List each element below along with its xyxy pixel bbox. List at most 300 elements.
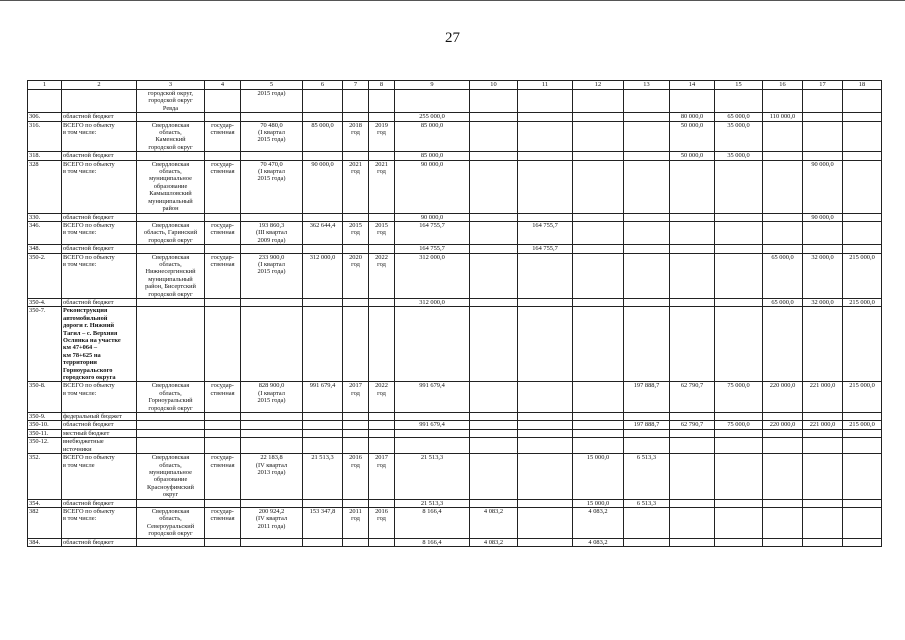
table-cell: 70 480,0 (I квартал 2015 года): [241, 121, 303, 152]
table-cell: [518, 152, 573, 160]
table-cell: 90 000,0: [395, 160, 470, 213]
table-cell: [470, 245, 518, 253]
column-number-cell: 2: [62, 81, 137, 90]
table-cell: 200 924,2 (IV квартал 2011 года): [241, 507, 303, 538]
table-row: [28, 253, 882, 298]
table-cell: 8 166,4: [395, 507, 470, 538]
table-cell: 85 000,0: [395, 152, 470, 160]
table-cell: [303, 298, 343, 306]
table-cell: [369, 421, 395, 429]
table-cell: 90 000,0: [395, 213, 470, 221]
table-cell: 316.: [28, 121, 62, 152]
table-cell: [624, 90, 670, 113]
table-cell: [803, 113, 843, 121]
table-cell: 350-2.: [28, 253, 62, 298]
table-cell: [843, 245, 882, 253]
table-cell: [573, 121, 624, 152]
table-cell: [241, 499, 303, 507]
table-row: [28, 413, 882, 421]
table-cell: [715, 438, 763, 454]
table-row: [28, 438, 882, 454]
table-cell: 350-4.: [28, 298, 62, 306]
table-cell: [763, 245, 803, 253]
table-cell: [343, 438, 369, 454]
table-cell: [670, 307, 715, 382]
table-cell: 2019 год: [369, 121, 395, 152]
table-cell: [395, 429, 470, 437]
table-cell: [624, 245, 670, 253]
table-cell: [369, 113, 395, 121]
table-cell: ВСЕГО по объекту в том числе:: [62, 253, 137, 298]
table-cell: [624, 160, 670, 213]
table-cell: государ- ственная: [205, 253, 241, 298]
table-cell: [624, 121, 670, 152]
table-cell: [518, 298, 573, 306]
column-number-cell: 13: [624, 81, 670, 90]
table-cell: [470, 90, 518, 113]
table-cell: [624, 538, 670, 546]
table-cell: [843, 160, 882, 213]
table-cell: 220 000,0: [763, 421, 803, 429]
table-cell: [843, 538, 882, 546]
table-cell: 2017 год: [343, 382, 369, 413]
table-cell: [843, 90, 882, 113]
table-cell: [205, 499, 241, 507]
table-cell: [241, 307, 303, 382]
column-number-cell: 6: [303, 81, 343, 90]
table-cell: [670, 413, 715, 421]
table-cell: городской округ, городской округ Ревда: [137, 90, 205, 113]
column-number-cell: 9: [395, 81, 470, 90]
table-cell: 215 000,0: [843, 253, 882, 298]
table-cell: [303, 213, 343, 221]
table-cell: 2015 года): [241, 90, 303, 113]
column-number-cell: 16: [763, 81, 803, 90]
table-cell: [715, 538, 763, 546]
table-cell: ВСЕГО по объекту в том числе:: [62, 121, 137, 152]
table-cell: [763, 90, 803, 113]
table-cell: [369, 90, 395, 113]
table-cell: 348.: [28, 245, 62, 253]
table-cell: [518, 113, 573, 121]
table-cell: [205, 438, 241, 454]
table-cell: 2016 год: [343, 454, 369, 499]
table-cell: [395, 90, 470, 113]
table-cell: [715, 429, 763, 437]
table-cell: [715, 90, 763, 113]
table-cell: 2017 год: [369, 454, 395, 499]
table-cell: [624, 413, 670, 421]
table-cell: [470, 454, 518, 499]
table-cell: Свердловская область, Гаринский городской округ: [137, 221, 205, 244]
table-cell: [241, 421, 303, 429]
table-cell: 80 000,0: [670, 113, 715, 121]
table-cell: [763, 213, 803, 221]
table-cell: 110 000,0: [763, 113, 803, 121]
table-cell: 164 755,7: [395, 221, 470, 244]
table-row: [28, 429, 882, 437]
table-cell: федеральный бюджет: [62, 413, 137, 421]
table-cell: [573, 221, 624, 244]
table-cell: [303, 90, 343, 113]
table-cell: [803, 90, 843, 113]
table-cell: ВСЕГО по объекту в том числе:: [62, 221, 137, 244]
column-number-cell: 1: [28, 81, 62, 90]
table-cell: 90 000,0: [803, 160, 843, 213]
table-cell: 2015 год: [369, 221, 395, 244]
table-cell: 220 000,0: [763, 382, 803, 413]
table-row: [28, 113, 882, 121]
table-cell: [518, 413, 573, 421]
table-cell: [670, 507, 715, 538]
table-cell: [624, 429, 670, 437]
table-cell: [518, 438, 573, 454]
table-row: [28, 160, 882, 213]
table-cell: 85 000,0: [303, 121, 343, 152]
column-number-row: [28, 81, 882, 90]
table-cell: 2022 год: [369, 382, 395, 413]
table-cell: 2016 год: [369, 507, 395, 538]
table-cell: 22 183,8 (IV квартал 2013 года): [241, 454, 303, 499]
table-row: [28, 507, 882, 538]
table-cell: [715, 253, 763, 298]
table-cell: [241, 429, 303, 437]
table-cell: [343, 307, 369, 382]
table-cell: [369, 245, 395, 253]
table-cell: [624, 152, 670, 160]
table-cell: 350-10.: [28, 421, 62, 429]
table-cell: [303, 152, 343, 160]
table-cell: 21 513,3: [395, 499, 470, 507]
table-cell: 62 790,7: [670, 421, 715, 429]
table-cell: [624, 438, 670, 454]
column-number-cell: 15: [715, 81, 763, 90]
table-cell: [518, 307, 573, 382]
table-cell: [369, 213, 395, 221]
table-cell: 50 000,0: [670, 152, 715, 160]
table-cell: 991 679,4: [303, 382, 343, 413]
table-row: [28, 307, 882, 382]
table-cell: [843, 121, 882, 152]
table-cell: [573, 253, 624, 298]
table-cell: [470, 421, 518, 429]
table-cell: областной бюджет: [62, 421, 137, 429]
table-cell: [518, 382, 573, 413]
table-cell: [763, 152, 803, 160]
table-cell: [803, 121, 843, 152]
table-cell: [715, 213, 763, 221]
table-cell: областной бюджет: [62, 538, 137, 546]
table-cell: 991 679,4: [395, 382, 470, 413]
table-cell: [573, 160, 624, 213]
table-cell: [343, 90, 369, 113]
column-number-cell: 11: [518, 81, 573, 90]
table-cell: [715, 221, 763, 244]
table-cell: [518, 538, 573, 546]
table-cell: [803, 245, 843, 253]
table-cell: государ- ственная: [205, 382, 241, 413]
table-cell: областной бюджет: [62, 213, 137, 221]
table-cell: [205, 152, 241, 160]
table-cell: 4 083,2: [470, 538, 518, 546]
table-cell: [303, 421, 343, 429]
table-cell: Свердловская область, муниципальное образование Красноуфимский округ: [137, 454, 205, 499]
table-cell: [241, 413, 303, 421]
table-cell: [715, 413, 763, 421]
table-cell: [137, 499, 205, 507]
table-cell: 4 083,2: [573, 507, 624, 538]
table-cell: [241, 538, 303, 546]
table-cell: [205, 90, 241, 113]
table-cell: 215 000,0: [843, 421, 882, 429]
table-cell: 164 755,7: [518, 221, 573, 244]
table-cell: [369, 298, 395, 306]
table-cell: 2021 год: [369, 160, 395, 213]
table-cell: [369, 152, 395, 160]
table-cell: [205, 307, 241, 382]
table-cell: [369, 307, 395, 382]
table-cell: [670, 499, 715, 507]
table-cell: 197 888,7: [624, 421, 670, 429]
table-cell: [470, 213, 518, 221]
table-cell: [303, 113, 343, 121]
table-cell: [573, 421, 624, 429]
table-cell: 362 644,4: [303, 221, 343, 244]
table-cell: [343, 499, 369, 507]
table-cell: [470, 382, 518, 413]
table-cell: 8 166,4: [395, 538, 470, 546]
table-cell: [670, 213, 715, 221]
table-cell: [470, 307, 518, 382]
table-cell: 164 755,7: [518, 245, 573, 253]
table-cell: [715, 160, 763, 213]
column-number-cell: 10: [470, 81, 518, 90]
table-cell: 21 513,3: [395, 454, 470, 499]
table-cell: 221 000,0: [803, 382, 843, 413]
table-cell: 32 000,0: [803, 253, 843, 298]
table-cell: 318.: [28, 152, 62, 160]
table-cell: [573, 113, 624, 121]
column-number-cell: 12: [573, 81, 624, 90]
table-row: [28, 382, 882, 413]
table-cell: ВСЕГО по объекту в том числе:: [62, 507, 137, 538]
table-cell: [518, 429, 573, 437]
table-cell: [470, 113, 518, 121]
table-cell: [573, 307, 624, 382]
table-cell: государ- ственная: [205, 507, 241, 538]
table-cell: [624, 307, 670, 382]
table-cell: [137, 152, 205, 160]
table-cell: [763, 221, 803, 244]
table-cell: [573, 382, 624, 413]
table-cell: 65 000,0: [715, 113, 763, 121]
table-cell: 90 000,0: [803, 213, 843, 221]
table-cell: [518, 90, 573, 113]
table-cell: [395, 413, 470, 421]
table-cell: [803, 152, 843, 160]
table-cell: [518, 160, 573, 213]
table-cell: 75 000,0: [715, 421, 763, 429]
table-cell: [843, 307, 882, 382]
table-cell: [137, 307, 205, 382]
table-cell: областной бюджет: [62, 499, 137, 507]
table-cell: [343, 113, 369, 121]
table-cell: [803, 413, 843, 421]
table-cell: 35 000,0: [715, 152, 763, 160]
top-edge-rule: [0, 0, 905, 1]
table-cell: [518, 421, 573, 429]
table-cell: 193 860,3 (III квартал 2009 года): [241, 221, 303, 244]
table-cell: [205, 245, 241, 253]
table-cell: областной бюджет: [62, 152, 137, 160]
table-cell: [803, 507, 843, 538]
table-cell: 35 000,0: [715, 121, 763, 152]
table-cell: [205, 429, 241, 437]
table-cell: [518, 253, 573, 298]
table-cell: 350-7.: [28, 307, 62, 382]
table-cell: государ- ственная: [205, 121, 241, 152]
table-cell: [205, 413, 241, 421]
table-cell: [137, 298, 205, 306]
table-cell: [303, 245, 343, 253]
table-cell: [803, 307, 843, 382]
table-cell: [470, 152, 518, 160]
table-cell: [369, 413, 395, 421]
table-cell: [843, 413, 882, 421]
table-cell: [670, 429, 715, 437]
table-cell: [518, 454, 573, 499]
table-cell: [573, 90, 624, 113]
table-cell: 221 000,0: [803, 421, 843, 429]
table-cell: [137, 113, 205, 121]
table-cell: [763, 454, 803, 499]
table-cell: Свердловская область, Нижнесергинский муниципальный район, Бисертский городской округ: [137, 253, 205, 298]
table-cell: [803, 429, 843, 437]
table-row: [28, 121, 882, 152]
table-cell: 65 000,0: [763, 253, 803, 298]
table-cell: [763, 429, 803, 437]
budget-table: [27, 80, 882, 547]
table-cell: [343, 429, 369, 437]
table-cell: [395, 307, 470, 382]
table-cell: 306.: [28, 113, 62, 121]
table-cell: 215 000,0: [843, 298, 882, 306]
table-cell: [573, 245, 624, 253]
table-row: [28, 152, 882, 160]
table-cell: [518, 121, 573, 152]
table-cell: 354.: [28, 499, 62, 507]
table-cell: [763, 121, 803, 152]
table-row: [28, 538, 882, 546]
table-cell: [843, 499, 882, 507]
table-cell: [137, 438, 205, 454]
table-row: [28, 90, 882, 113]
table-cell: [470, 413, 518, 421]
table-cell: [624, 113, 670, 121]
table-cell: областной бюджет: [62, 245, 137, 253]
table-cell: 15 000,0: [573, 454, 624, 499]
table-cell: 312 000,0: [303, 253, 343, 298]
table-row: [28, 454, 882, 499]
column-number-cell: 7: [343, 81, 369, 90]
table-cell: областной бюджет: [62, 298, 137, 306]
table-cell: [137, 213, 205, 221]
table-cell: [843, 438, 882, 454]
table-cell: [343, 298, 369, 306]
table-cell: [843, 221, 882, 244]
table-cell: государ- ственная: [205, 454, 241, 499]
table-cell: [670, 438, 715, 454]
table-cell: 346.: [28, 221, 62, 244]
table-cell: [843, 507, 882, 538]
table-cell: 153 347,8: [303, 507, 343, 538]
table-cell: [843, 152, 882, 160]
table-cell: 350-11.: [28, 429, 62, 437]
table-cell: 330.: [28, 213, 62, 221]
table-cell: [470, 253, 518, 298]
table-cell: 70 470,0 (I квартал 2015 года): [241, 160, 303, 213]
table-cell: [241, 152, 303, 160]
table-cell: 352.: [28, 454, 62, 499]
table-cell: 350-9.: [28, 413, 62, 421]
table-cell: [518, 213, 573, 221]
table-cell: [470, 499, 518, 507]
table-cell: [470, 121, 518, 152]
table-cell: [470, 298, 518, 306]
table-cell: [715, 245, 763, 253]
table-cell: [395, 438, 470, 454]
table-cell: [573, 429, 624, 437]
table-cell: [369, 438, 395, 454]
table-cell: 828 900,0 (I квартал 2015 года): [241, 382, 303, 413]
table-cell: внебюджетные источники: [62, 438, 137, 454]
table-cell: [624, 507, 670, 538]
table-cell: [843, 429, 882, 437]
table-cell: [573, 438, 624, 454]
table-cell: Свердловская область, Каменский городской округ: [137, 121, 205, 152]
column-number-cell: 3: [137, 81, 205, 90]
table-cell: государ- ственная: [205, 160, 241, 213]
table-cell: [624, 213, 670, 221]
table-cell: [715, 499, 763, 507]
table-cell: [670, 245, 715, 253]
table-cell: [803, 499, 843, 507]
table-cell: 2021 год: [343, 160, 369, 213]
table-cell: [573, 298, 624, 306]
column-number-cell: 18: [843, 81, 882, 90]
column-number-cell: 5: [241, 81, 303, 90]
table-cell: Свердловская область, Североуральский городской округ: [137, 507, 205, 538]
column-number-cell: 4: [205, 81, 241, 90]
table-cell: [369, 538, 395, 546]
table-cell: [843, 113, 882, 121]
table-cell: [670, 538, 715, 546]
table-cell: 15 000,0: [573, 499, 624, 507]
table-cell: [518, 507, 573, 538]
table-cell: [715, 307, 763, 382]
table-cell: [343, 152, 369, 160]
table-cell: [137, 421, 205, 429]
table-cell: 215 000,0: [843, 382, 882, 413]
table-cell: государ- ственная: [205, 221, 241, 244]
table-cell: [715, 507, 763, 538]
table-cell: [803, 538, 843, 546]
column-number-cell: 8: [369, 81, 395, 90]
table-cell: 21 513,3: [303, 454, 343, 499]
column-number-cell: 17: [803, 81, 843, 90]
table-cell: 350-12.: [28, 438, 62, 454]
table-cell: 2018 год: [343, 121, 369, 152]
